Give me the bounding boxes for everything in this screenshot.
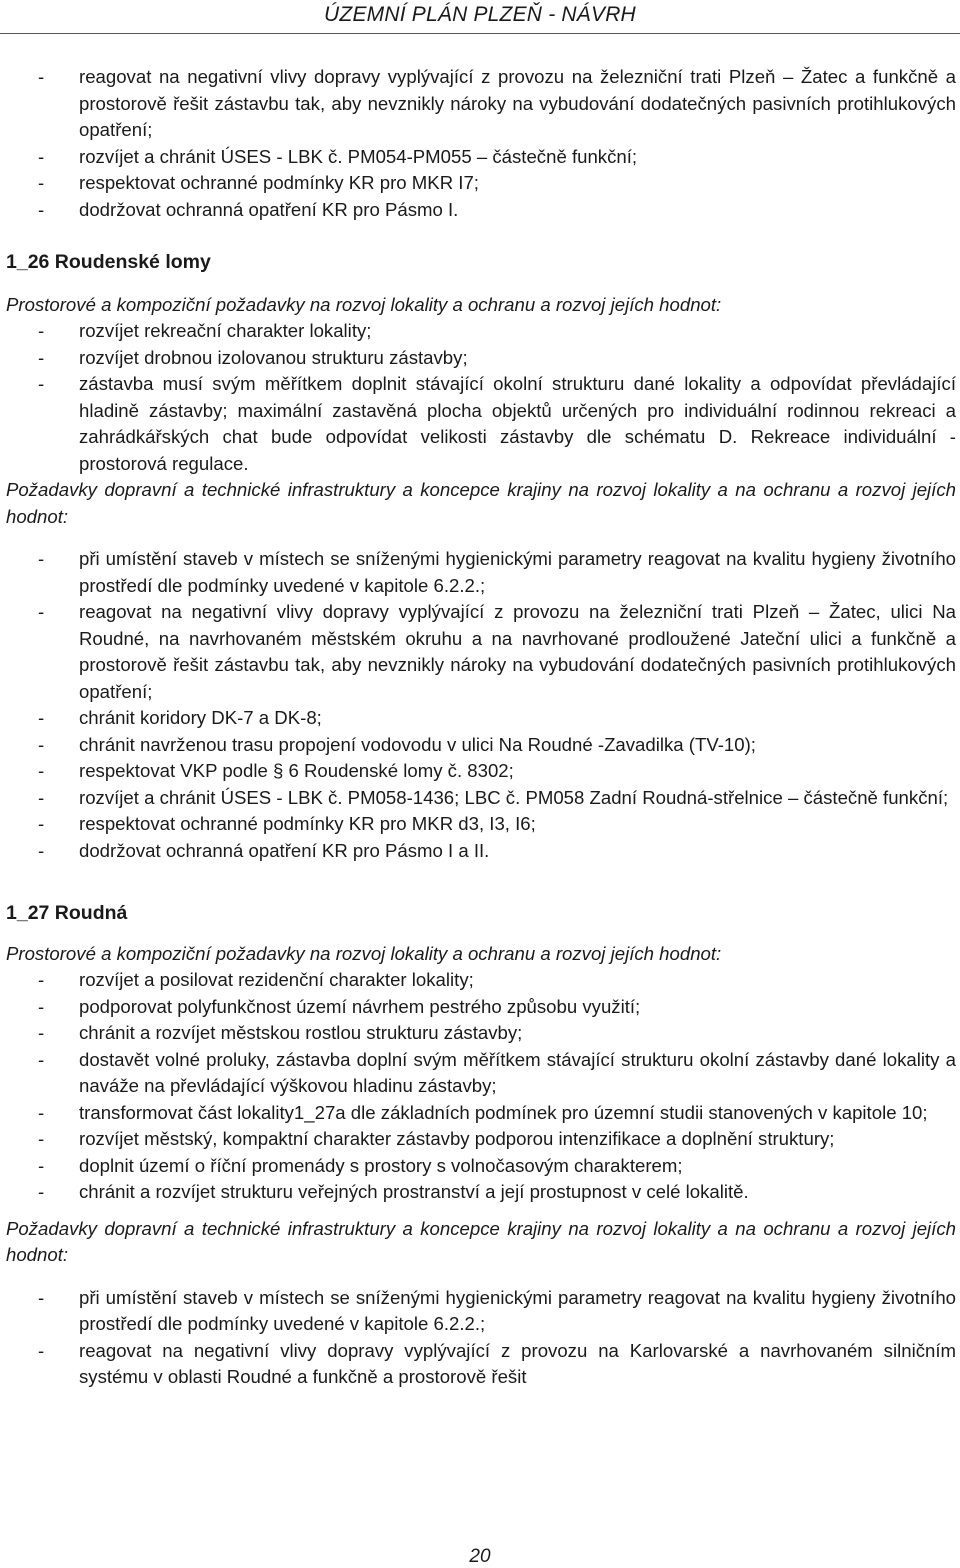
page-header: ÚZEMNÍ PLÁN PLZEŇ - NÁVRH bbox=[324, 3, 636, 26]
spatial-list bbox=[6, 318, 956, 477]
document-body bbox=[6, 64, 956, 1391]
list-item: - chránit navrženou trasu propojení vodovodu v ulici Na Roudné -Zavadilka (TV-10); bbox=[6, 732, 956, 759]
list-item: - dostavět volné proluky, zástavba doplní svým měřítkem stávající strukturu okolní zástavby dané lokality a naváže na převládající výškovou hladinu zástavby; bbox=[6, 1047, 956, 1100]
list-item: - respektovat VKP podle § 6 Roudenské lomy č. 8302; bbox=[6, 758, 956, 785]
list-item: - doplnit území o říční promenády s prostory s volnočasovým charakterem; bbox=[6, 1153, 956, 1180]
list-item: - dodržovat ochranná opatření KR pro Pásmo I a II. bbox=[6, 838, 956, 865]
list-item: - při umístění staveb v místech se sníženými hygienickými parametry reagovat na kvalitu hygieny životního prostředí dle podmínky uvedené v kapitole 6.2.2.; bbox=[6, 546, 956, 599]
list-item: - reagovat na negativní vlivy dopravy vyplývající z provozu na Karlovarské a navrhovaném silničním systému v oblasti Roudné a funkčně a prostorově řešit bbox=[6, 1338, 956, 1391]
spatial-list bbox=[6, 967, 956, 1206]
list-item: - při umístění staveb v místech se sníženými hygienickými parametry reagovat na kvalitu hygieny životního prostředí dle podmínky uvedené v kapitole 6.2.2.; bbox=[6, 1285, 956, 1338]
section-subheading: Požadavky dopravní a technické infrastruktury a koncepce krajiny na rozvoj lokality a na ochranu a rozvoj jejích hodnot: bbox=[6, 1217, 956, 1265]
list-item: - rozvíjet rekreační charakter lokality; bbox=[6, 318, 956, 345]
section-subheading: Prostorové a kompoziční požadavky na rozvoj lokality a ochranu a rozvoj jejích hodnot: bbox=[6, 293, 722, 315]
list-item: - dodržovat ochranná opatření KR pro Pásmo I. bbox=[6, 197, 956, 224]
list-item: - chránit koridory DK-7 a DK-8; bbox=[6, 705, 956, 732]
infrastructure-list bbox=[6, 546, 956, 864]
list-item: - rozvíjet a posilovat rezidenční charakter lokality; bbox=[6, 967, 956, 994]
section-subheading: Požadavky dopravní a technické infrastruktury a koncepce krajiny na rozvoj lokality a na ochranu a rozvoj jejích hodnot: bbox=[6, 479, 956, 527]
list-item: - reagovat na negativní vlivy dopravy vyplývající z provozu na železniční trati Plzeň – Žatec, ulici Na Roudné, na navrhovaném městském okruhu a na navrhované prodloužené Jateční ulici a funkčně a prostorově řešit zástavbu tak, aby nevznikly nároky na vybudování dodatečných pasivních protihlukových opatření; bbox=[6, 599, 956, 705]
header-divider bbox=[0, 33, 960, 34]
list-item: - podporovat polyfunkčnost území návrhem pestrého způsobu využití; bbox=[6, 994, 956, 1021]
list-item: - transformovat část lokality1_27a dle základních podmínek pro územní studii stanovených v kapitole 10; bbox=[6, 1100, 956, 1127]
list-item: - reagovat na negativní vlivy dopravy vyplývající z provozu na železniční trati Plzeň – Žatec a funkčně a prostorově řešit zástavbu tak, aby nevznikly nároky na vybudování dodatečných pasivních protihlukových opatření; bbox=[6, 64, 956, 144]
list-item: - rozvíjet a chránit ÚSES - LBK č. PM054-PM055 – částečně funkční; bbox=[6, 144, 956, 171]
list-item: - rozvíjet a chránit ÚSES - LBK č. PM058-1436; LBC č. PM058 Zadní Roudná-střelnice – částečně funkční; bbox=[6, 785, 956, 812]
section-title: 1_26 Roudenské lomy bbox=[6, 251, 211, 273]
list-item: - rozvíjet městský, kompaktní charakter zástavby podporou intenzifikace a doplnění struktury; bbox=[6, 1126, 956, 1153]
intro-list bbox=[6, 64, 956, 223]
list-item: - zástavba musí svým měřítkem doplnit stávající okolní strukturu dané lokality a odpovídat převládající hladině zástavby; maximální zastavěná plocha objektů určených pro individuální rodinnou rekreaci a zahrádkářských chat bude odpovídat velikosti zástavby dle schématu D. Rekreace individuální - prostorová regulace. bbox=[6, 371, 956, 477]
list-item: - chránit a rozvíjet městskou rostlou strukturu zástavby; bbox=[6, 1020, 956, 1047]
section-subheading: Prostorové a kompoziční požadavky na rozvoj lokality a ochranu a rozvoj jejích hodnot: bbox=[6, 942, 722, 964]
list-item: - respektovat ochranné podmínky KR pro MKR I7; bbox=[6, 170, 956, 197]
page-number: 20 bbox=[469, 1546, 491, 1567]
section-title: 1_27 Roudná bbox=[6, 902, 128, 924]
list-item: - chránit a rozvíjet strukturu veřejných prostranství a její prostupnost v celé lokalitě. bbox=[6, 1179, 956, 1206]
infrastructure-list bbox=[6, 1285, 956, 1391]
list-item: - rozvíjet drobnou izolovanou strukturu zástavby; bbox=[6, 345, 956, 372]
list-item: - respektovat ochranné podmínky KR pro MKR d3, I3, I6; bbox=[6, 811, 956, 838]
